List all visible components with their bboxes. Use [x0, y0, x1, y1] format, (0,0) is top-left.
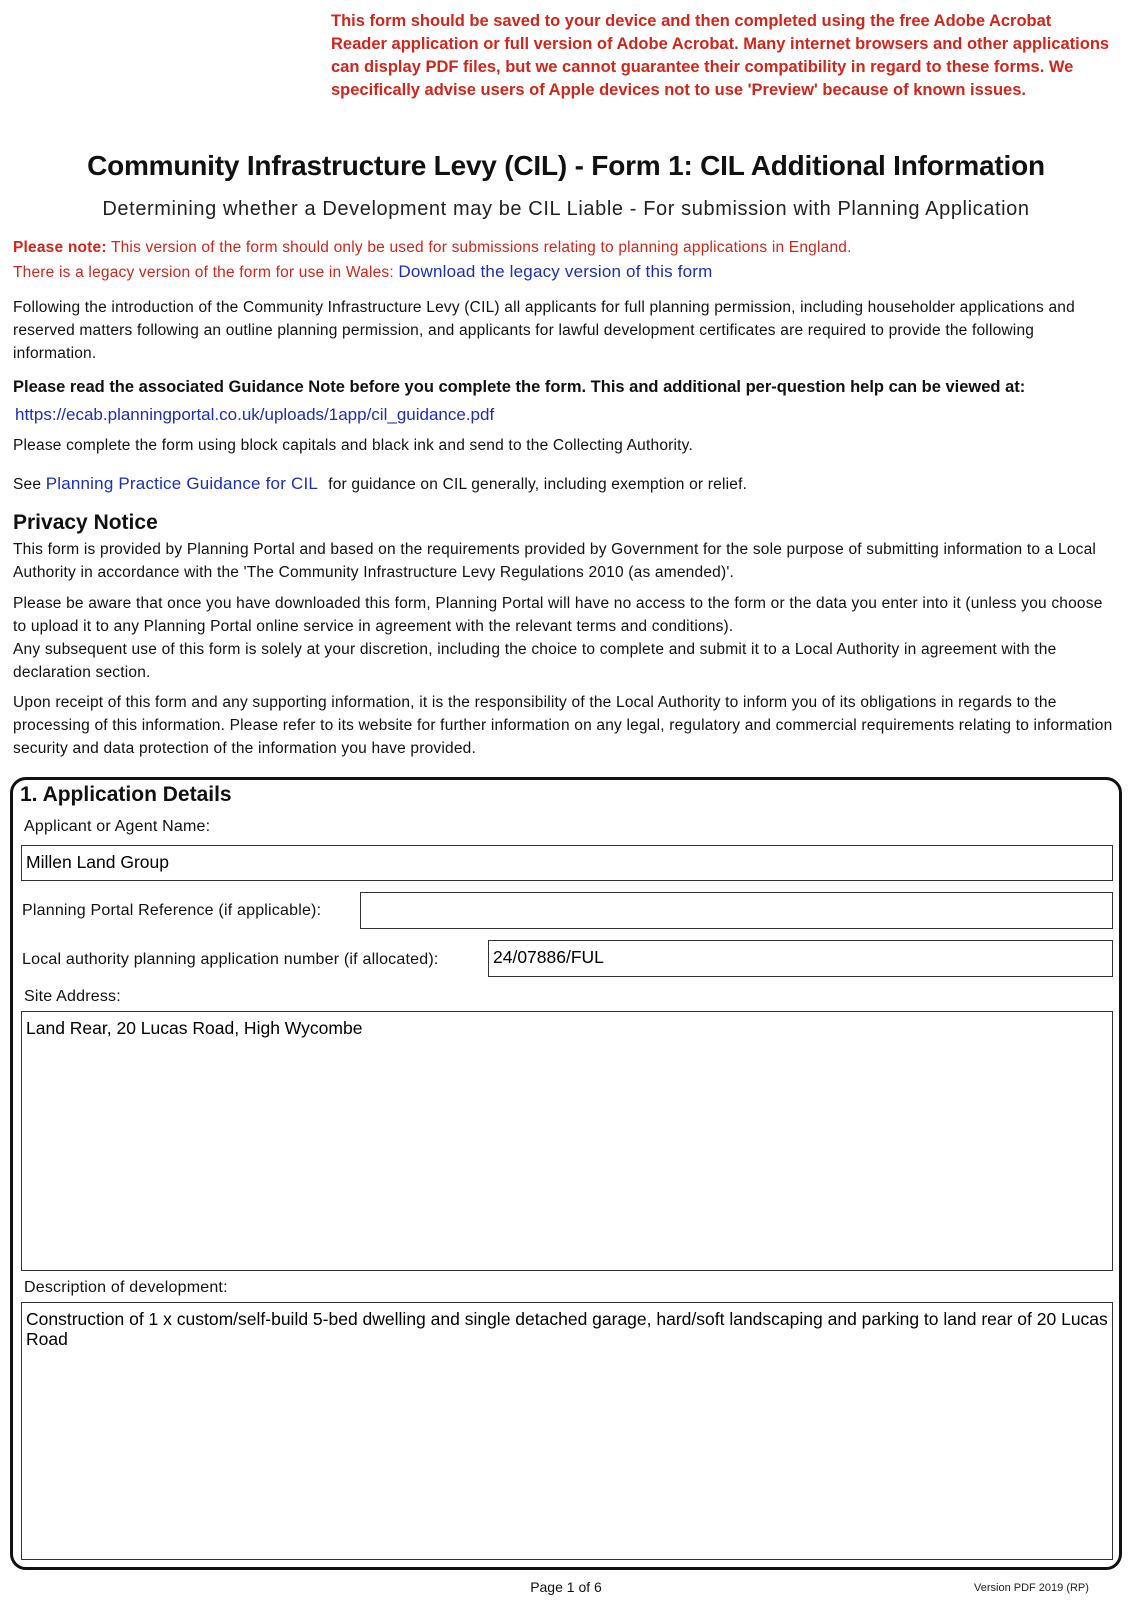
compatibility-warning: This form should be saved to your device and then completed using the free Adobe Acrobat Reader application or full version of Adobe Acrobat. Many internet browsers and other applications can display PDF files, but we cannot guarantee their compatibility in regard to these forms. We specifically advise users of Apple devices not to use 'Preview' because of known issues.	[331, 12, 1110, 99]
site-address-field[interactable]: Land Rear, 20 Lucas Road, High Wycombe	[21, 1011, 1113, 1271]
guidance-link[interactable]: https://ecab.planningportal.co.uk/uploads/1app/cil_guidance.pdf	[15, 405, 495, 424]
guidance-heading: Please read the associated Guidance Note before you complete the form. This and additional per-question help can be viewed at:	[13, 378, 1026, 396]
page-title: Community Infrastructure Levy (CIL) - Form 1: CIL Additional Information	[87, 150, 1045, 181]
site-address-label: Site Address:	[24, 988, 121, 1005]
wales-link-clip	[398, 262, 738, 282]
portal-ref-label: Planning Portal Reference (if applicable):	[22, 902, 322, 919]
wales-legacy-link[interactable]: Download the legacy version of this form	[398, 262, 713, 281]
ppg-cil-link[interactable]: Planning Practice Guidance for CIL	[45, 474, 319, 493]
page-number: Page 1 of 6	[530, 1579, 602, 1595]
applicant-name-field[interactable]: Millen Land Group	[21, 845, 1113, 881]
see-guidance-line	[13, 472, 1118, 496]
wales-note	[13, 262, 738, 282]
privacy-p4: Upon receipt of this form and any supporting information, it is the responsibility of the Local Authority to inform you of its obligations in regards to the processing of this information. Please refer to its website for further information on any legal, regulatory and commercial requirements relating to information security and data protection of the information you have provided.	[13, 694, 1113, 757]
ppg-link-clip	[46, 472, 324, 496]
la-number-label: Local authority planning application number (if allocated):	[22, 951, 439, 968]
description-field[interactable]: Construction of 1 x custom/self-build 5-bed dwelling and single detached garage, hard/soft landscaping and parking to land rear of 20 Lucas Road	[21, 1302, 1113, 1560]
see-suffix: for guidance on CIL generally, including exemption or relief.	[328, 476, 748, 493]
la-application-number-field[interactable]: 24/07886/FUL	[488, 940, 1113, 977]
portal-reference-field[interactable]	[360, 892, 1113, 929]
version-label: Version PDF 2019 (RP)	[974, 1582, 1089, 1594]
note-label: Please note:	[13, 239, 107, 256]
note-text: This version of the form should only be used for submissions relating to planning applications in England.	[106, 239, 852, 256]
description-label: Description of development:	[24, 1279, 228, 1296]
page-subtitle: Determining whether a Development may be CIL Liable - For submission with Planning Application	[102, 198, 1030, 220]
section-1-title: 1. Application Details	[20, 783, 232, 806]
applicant-label: Applicant or Agent Name:	[24, 818, 211, 835]
complete-instructions: Please complete the form using block capitals and black ink and send to the Collecting Authority.	[13, 437, 693, 454]
privacy-p1: This form is provided by Planning Portal and based on the requirements provided by Government for the sole purpose of submitting information to a Local Authority in accordance with the 'The Community Infrastructure Levy Regulations 2010 (as amended)'.	[13, 541, 1097, 581]
privacy-p2: Please be aware that once you have downloaded this form, Planning Portal will have no access to the form or the data you enter into it (unless you choose to upload it to any Planning Portal online service in agreement with the relevant terms and conditions).	[13, 595, 1103, 635]
england-note	[13, 239, 852, 257]
intro-paragraph: Following the introduction of the Community Infrastructure Levy (CIL) all applicants for full planning permission, including householder applications and reserved matters following an outline planning permission, and applicants for lawful development certificates are required to provide the following information.	[13, 299, 1075, 362]
privacy-p3: Any subsequent use of this form is solely at your discretion, including the choice to complete and submit it to a Local Authority in agreement with the declaration section.	[13, 641, 1057, 681]
see-prefix: See	[13, 476, 42, 493]
wales-text: There is a legacy version of the form for use in Wales:	[13, 264, 394, 281]
privacy-heading: Privacy Notice	[13, 511, 158, 534]
